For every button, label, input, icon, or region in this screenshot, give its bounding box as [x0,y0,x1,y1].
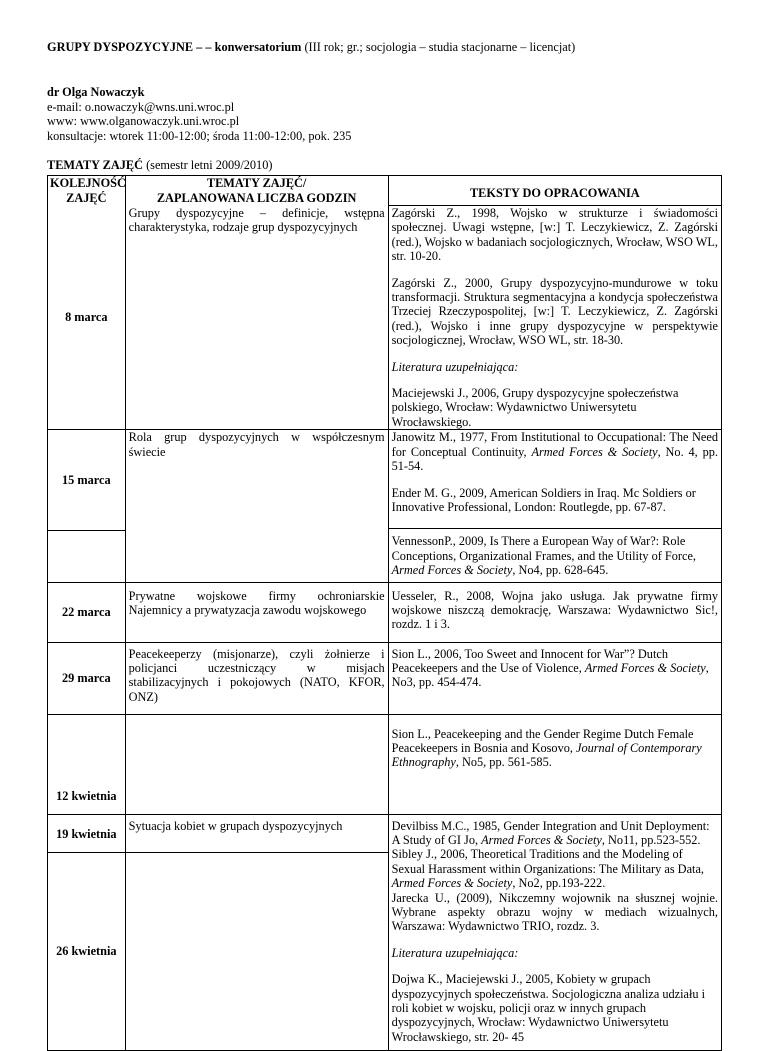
row-texts [388,714,721,814]
reading-entry: Uesseler, R., 2008, Wojna jako usługa. Jak prywatne firmy wojskowe niszczą demokrację, Warszawa: Wydawnictwo Sic!, rozdz. 1 i 3. [391,588,718,632]
row-topic: Peacekeeperzy (misjonarze), czyli żołnierze i policjanci uczestniczący w misjach stabilizacyjnych i pokojowych (NATO, KFOR, ONZ) [125,642,388,714]
row-topic: Sytuacja kobiet w grupach dyspozycyjnych [125,814,388,852]
table-row [48,642,722,714]
header-topics-line1: TEMATY ZAJĘĆ/ [206,176,307,191]
table-header-row [48,176,722,206]
row-date: 22 marca [48,582,126,642]
row-topic [125,852,388,1050]
consultation-hours: konsultacje: wtorek 11:00-12:00; środa 11:00-12:00, pok. 235 [47,129,352,144]
row-texts [388,430,721,582]
lecturer-email: e-mail: o.nowaczyk@wns.uni.wroc.pl [47,99,235,114]
header-title-rest: (III rok; gr.; socjologia – studia stacjonarne – licencjat) [301,40,576,54]
supplementary-label: Literatura uzupełniająca: [391,945,519,960]
header-title-bold: GRUPY DYSPOZYCYJNE – – konwersatorium [47,40,302,54]
semester-heading-bold: TEMATY ZAJĘĆ [47,158,143,172]
reading-entry: Sion L., Peacekeeping and the Gender Regime Dutch Female Peacekeepers in Bosnia and Kosovo, Journal of Contemporary Ethnography, No5, pp. 561-585. [391,726,702,770]
reading-entry: Maciejewski J., 2006, Grupy dyspozycyjne społeczeństwa polskiego, Wrocław: Wydawnictwo Uniwersytetu Wrocławskiego. [391,386,679,429]
header-order-line1: KOLEJNOŚĆ [50,176,126,191]
row-date: 26 kwietnia [48,852,126,1050]
lecturer-www: www: www.olganowaczyk.uni.wroc.pl [47,114,240,129]
row-texts [388,814,721,1050]
row-topic [125,714,388,814]
row-topic: Prywatne wojskowe firmy ochroniarskie Najemnicy a prywatyzacja zawodu wojskowego [125,582,388,642]
semester-heading-rest: (semestr letni 2009/2010) [143,158,273,172]
row-date: 29 marca [48,642,126,714]
table-row [48,582,722,642]
row-date: 12 kwietnia [48,714,126,814]
reading-entry: Sion L., 2006, Too Sweet and Innocent for War”? Dutch Peacekeepers and the Use of Violence, Armed Forces & Society, No3, pp. 454-474. [391,646,709,690]
row-date: 8 marca [48,206,126,430]
reading-entry: Devilbiss M.C., 1985, Gender Integration and Unit Deployment: A Study of GI Jo, Armed Forces & Society, No11, pp.523-552. [391,818,710,847]
header-order-line2: ZAJĘĆ [66,190,107,205]
reading-entry: Sibley J., 2006, Theoretical Traditions and the Modeling of Sexual Harassment within Organizations: The Military as Data, Armed Forces & Society, No2, pp.193-222. [391,847,704,891]
reading-entry: Dojwa K., Maciejewski J., 2005, Kobiety w grupach dyspozycyjnych społeczeństwa. Socjologiczna analiza udziału i roli kobiet w wojsku, policji oraz w innych grupach dyspozycyjnych, Wrocław: Wydawnictwo Uniwersytetu Wrocławskiego, str. 20- 45 [391,972,706,1044]
row-topic: Grupy dyspozycyjne – definicje, wstępna charakterystyka, rodzaje grup dyspozycyjnych [125,206,388,430]
row-texts [388,582,721,642]
row-date: 19 kwietnia [48,814,126,852]
header-topics [125,176,388,206]
reading-entry: Janowitz M., 1977, From Institutional to Occupational: The Need for Conceptual Continuity, Armed Forces & Society, No. 4, pp. 51-54. [391,430,718,474]
document-header [47,40,737,55]
reading-entry: VennessonP., 2009, Is There a European Way of War?: Role Conceptions, Organizational Frames, and the Utility of Force, Armed Forces & Society, No4, pp. 628-645. [391,534,697,578]
row-texts [388,642,721,714]
row-date: 15 marca [48,430,125,531]
row-date-cell [48,430,126,582]
header-topics-line2: ZAPLANOWANA LICZBA GODZIN [156,190,357,205]
table-row [48,430,722,582]
reading-entry: Zagórski Z., 2000, Grupy dyspozycyjno-mundurowe w toku transformacji. Struktura segmentacyjna a kondycja społeczeństwa Trzeciej Rzeczypospolitej, [w:] T. Leczykiewicz, Z. Zagórski (red.), Wojsko i inne grupy dyspozycyjne w perspektywie socjologicznej, Wrocław, WSO WL, str. 18-30. [391,275,718,348]
schedule-table [47,175,722,1051]
reading-entry: Ender M. G., 2009, American Soldiers in Iraq. Mc Soldiers or Innovative Professional, London: Routlegde, pp. 67-87. [391,485,696,514]
reading-entry: Jarecka U., (2009), Nikczemny wojownik na słusznej wojnie. Wybrane aspekty obrazu wojny w mediach wizualnych, Warszawa: Wydawnictwo TRIO, rozdz. 3. [391,890,718,934]
header-order [48,176,126,206]
table-row [48,206,722,430]
row-texts [388,206,721,430]
header-texts: TEKSTY DO OPRACOWANIA [388,176,721,206]
semester-heading [47,158,272,173]
supplementary-label: Literatura uzupełniająca: [391,359,519,374]
table-row [48,714,722,814]
reading-entry: Zagórski Z., 1998, Wojsko w strukturze i świadomości społecznej. Uwagi wstępne, [w:] T. Leczykiewicz, Z. Zagórski (red.), Wojsko w badaniach socjologicznych, Wrocław, WSO WL, str. 10-20. [391,206,718,264]
lecturer-name: dr Olga Nowaczyk [47,85,145,99]
contact-block [47,85,737,144]
row-topic: Rola grup dyspozycyjnych w współczesnym świecie [125,430,388,582]
table-row [48,814,722,852]
